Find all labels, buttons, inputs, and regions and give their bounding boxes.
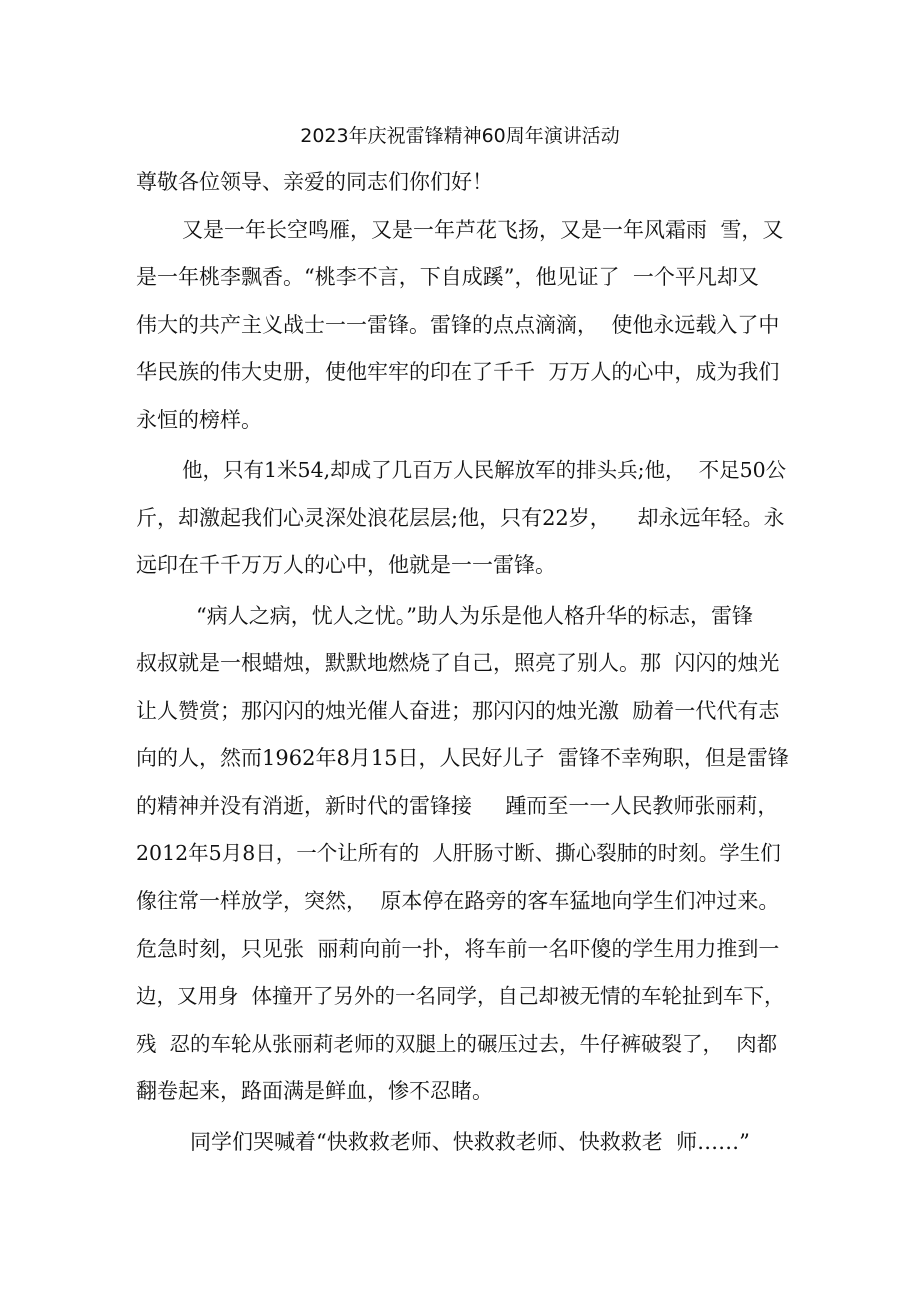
- paragraph-3-line-4: 向的人，然而1962年8月15日，人民好儿子 雷锋不幸殉职，但是雷锋: [136, 746, 789, 770]
- paragraph-1-line-5: 永恒的榜样。: [136, 408, 262, 432]
- paragraph-4-line-1: 同学们哭喊着“快救救老师、快救救老师、快救救老 师……”: [190, 1130, 750, 1154]
- paragraph-1-line-2: 是一年桃李飘香。“桃李不言，下自成蹊”，他见证了 一个平凡却又: [136, 265, 759, 289]
- paragraph-1-line-4: 华民族的伟大史册，使他牢牢的印在了千千 万万人的心中，成为我们: [136, 360, 780, 384]
- paragraph-1-line-3: 伟大的共产主义战士一一雷锋。雷锋的点点滴滴， 使他永远载入了中: [136, 313, 780, 337]
- salutation-line: 尊敬各位领导、亲爱的同志们你们好！: [136, 170, 493, 194]
- paragraph-2-line-3: 远印在千千万万人的心中，他就是一一雷锋。: [136, 553, 556, 577]
- paragraph-3-line-9: 边，又用身 体撞开了另外的一名同学，自己却被无情的车轮扯到车下，: [136, 984, 785, 1008]
- paragraph-3-line-11: 翻卷起来，路面满是鲜血，惨不忍睹。: [136, 1079, 493, 1103]
- paragraph-3-line-2: 叔叔就是一根蜡烛，默默地燃烧了自己，照亮了别人。那 闪闪的烛光: [136, 651, 780, 675]
- paragraph-2-line-2: 斤，却激起我们心灵深处浪花层层;他，只有22岁， 却永远年轻。永: [136, 506, 785, 530]
- paragraph-3-line-8: 危急时刻，只见张 丽莉向前一扑，将车前一名吓傻的学生用力推到一: [136, 937, 780, 961]
- paragraph-3-line-10: 残 忍的车轮从张丽莉老师的双腿上的碾压过去，牛仔裤破裂了， 肉都: [136, 1032, 778, 1056]
- paragraph-1-line-1: 又是一年长空鸣雁，又是一年芦花飞扬，又是一年风霜雨 雪，又: [182, 218, 784, 242]
- paragraph-3-line-6: 2012年5月8日，一个让所有的 人肝肠寸断、撕心裂肺的时刻。学生们: [136, 841, 781, 865]
- paragraph-3-line-3: 让人赞赏；那闪闪的烛光催人奋进；那闪闪的烛光激 励着一代代有志: [136, 699, 780, 723]
- paragraph-2-line-1: 他，只有1米54,却成了几百万人民解放军的排头兵;他， 不足50公: [182, 458, 787, 482]
- document-title: 2023年庆祝雷锋精神60周年演讲活动: [300, 125, 620, 147]
- paragraph-3-line-5: 的精神并没有消逝，新时代的雷锋接 踵而至一一人民教师张丽莉，: [136, 794, 779, 818]
- paragraph-3-line-7: 像往常一样放学，突然， 原本停在路旁的客车猛地向学生们冲过来。: [136, 889, 780, 913]
- paragraph-3-line-1: “病人之病，忧人之忧。”助人为乐是他人格升华的标志，雷锋: [196, 604, 753, 628]
